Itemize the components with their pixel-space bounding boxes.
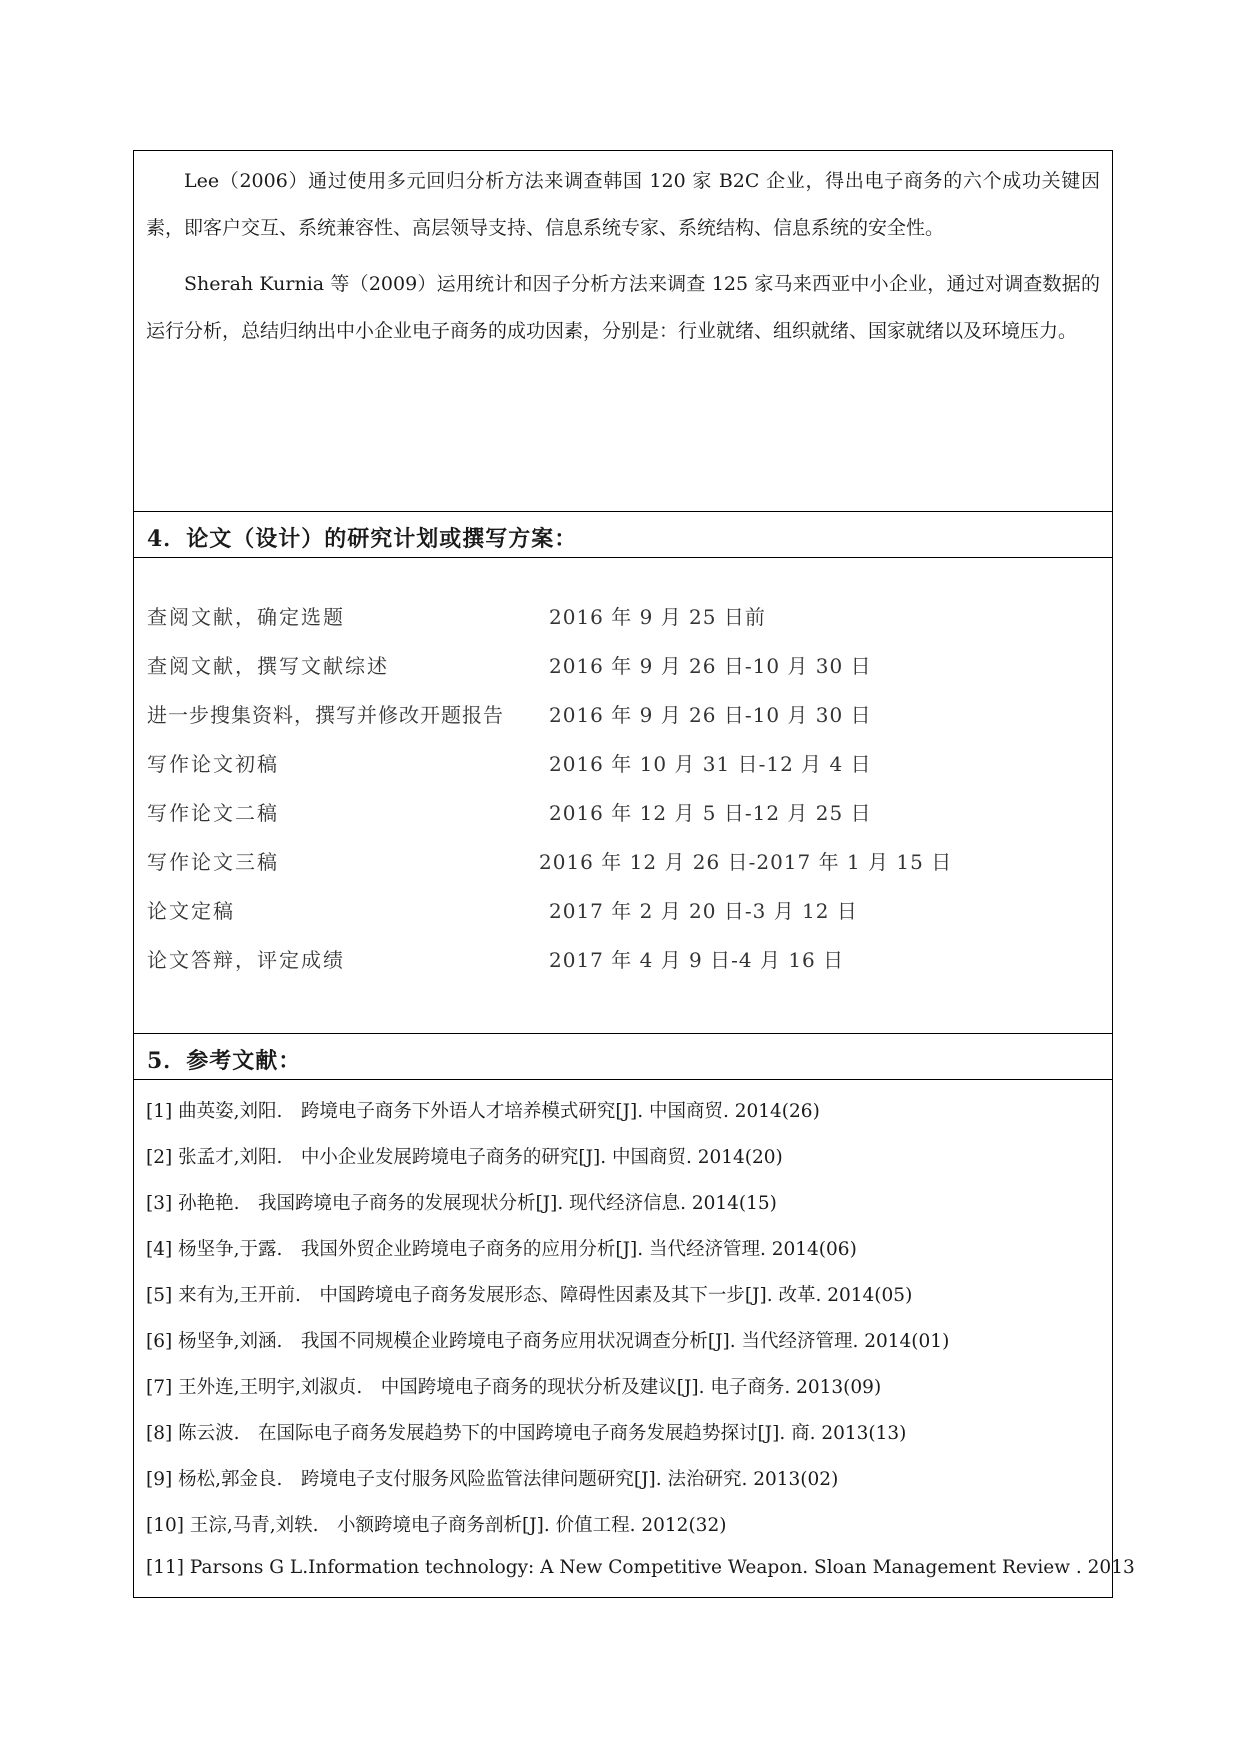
reference-item: [1] 曲英姿,刘阳. 跨境电子商务下外语人才培养模式研究[J]. 中国商贸. 2014(26) (146, 1101, 820, 1122)
plan-date: 2016 年 9 月 25 日前 (549, 605, 766, 629)
plan-task: 论文答辩，评定成绩 (147, 948, 345, 972)
plan-task: 查阅文献，撰写文献综述 (147, 654, 389, 678)
review-paragraph-2: Sherah Kurnia 等（2009）运用统计和因子分析方法来调查 125 家马来西亚中小企业，通过对调查数据的运行分析，总结归纳出中小企业电子商务的成功因素，分别是：行业就绪、组织就绪、国家就绪以及环境压力。 (146, 273, 1100, 342)
reference-item: [5] 来有为,王开前. 中国跨境电子商务发展形态、障碍性因素及其下一步[J]. 改革. 2014(05) (146, 1285, 913, 1306)
plan-date: 2016 年 9 月 26 日-10 月 30 日 (549, 703, 872, 727)
reference-item: [4] 杨坚争,于露. 我国外贸企业跨境电子商务的应用分析[J]. 当代经济管理. 2014(06) (146, 1239, 857, 1260)
reference-item: [11] Parsons G L.Information technology: A New Competitive Weapon. Sloan Management Review . 2013 (146, 1557, 1135, 1578)
plan-task: 写作论文三稿 (147, 850, 279, 874)
section-4-heading: 4．论文（设计）的研究计划或撰写方案： (147, 526, 578, 552)
divider-line (134, 1033, 1112, 1034)
reference-item: [9] 杨松,郭金良. 跨境电子支付服务风险监管法律问题研究[J]. 法治研究. 2013(02) (146, 1469, 839, 1490)
document-frame (133, 150, 1135, 1598)
reference-item: [3] 孙艳艳. 我国跨境电子商务的发展现状分析[J]. 现代经济信息. 2014(15) (146, 1193, 777, 1214)
plan-date: 2017 年 4 月 9 日-4 月 16 日 (549, 948, 845, 972)
references-section (134, 1079, 1135, 1597)
research-plan-section (134, 557, 1112, 1033)
section-5-heading: 5．参考文献： (147, 1048, 302, 1074)
reference-item: [7] 王外连,王明宇,刘淑贞. 中国跨境电子商务的现状分析及建议[J]. 电子商务. 2013(09) (146, 1377, 882, 1398)
plan-task: 写作论文初稿 (147, 752, 279, 776)
plan-date: 2016 年 12 月 5 日-12 月 25 日 (549, 801, 872, 825)
plan-date: 2016 年 9 月 26 日-10 月 30 日 (549, 654, 872, 678)
reference-item: [2] 张孟才,刘阳. 中小企业发展跨境电子商务的研究[J]. 中国商贸. 2014(20) (146, 1147, 783, 1168)
literature-review-section (134, 151, 1112, 511)
reference-item: [10] 王淙,马青,刘轶. 小额跨境电子商务剖析[J]. 价值工程. 2012(32) (146, 1515, 727, 1536)
plan-date: 2016 年 10 月 31 日-12 月 4 日 (549, 752, 872, 776)
review-paragraph-1: Lee（2006）通过使用多元回归分析方法来调查韩国 120 家 B2C 企业，得出电子商务的六个成功关键因素，即客户交互、系统兼容性、高层领导支持、信息系统专家、系统结构、信息系统的安全性。 (146, 170, 1100, 239)
plan-date: 2016 年 12 月 26 日-2017 年 1 月 15 日 (539, 850, 953, 874)
reference-item: [8] 陈云波. 在国际电子商务发展趋势下的中国跨境电子商务发展趋势探讨[J]. 商. 2013(13) (146, 1423, 907, 1444)
plan-task: 查阅文献，确定选题 (147, 605, 345, 629)
reference-item: [6] 杨坚争,刘涵. 我国不同规模企业跨境电子商务应用状况调查分析[J]. 当代经济管理. 2014(01) (146, 1331, 950, 1352)
plan-task: 写作论文二稿 (147, 801, 279, 825)
plan-task: 论文定稿 (147, 899, 235, 923)
divider-line (134, 511, 1112, 512)
plan-task: 进一步搜集资料，撰写并修改开题报告 (147, 703, 504, 727)
plan-date: 2017 年 2 月 20 日-3 月 12 日 (549, 899, 858, 923)
